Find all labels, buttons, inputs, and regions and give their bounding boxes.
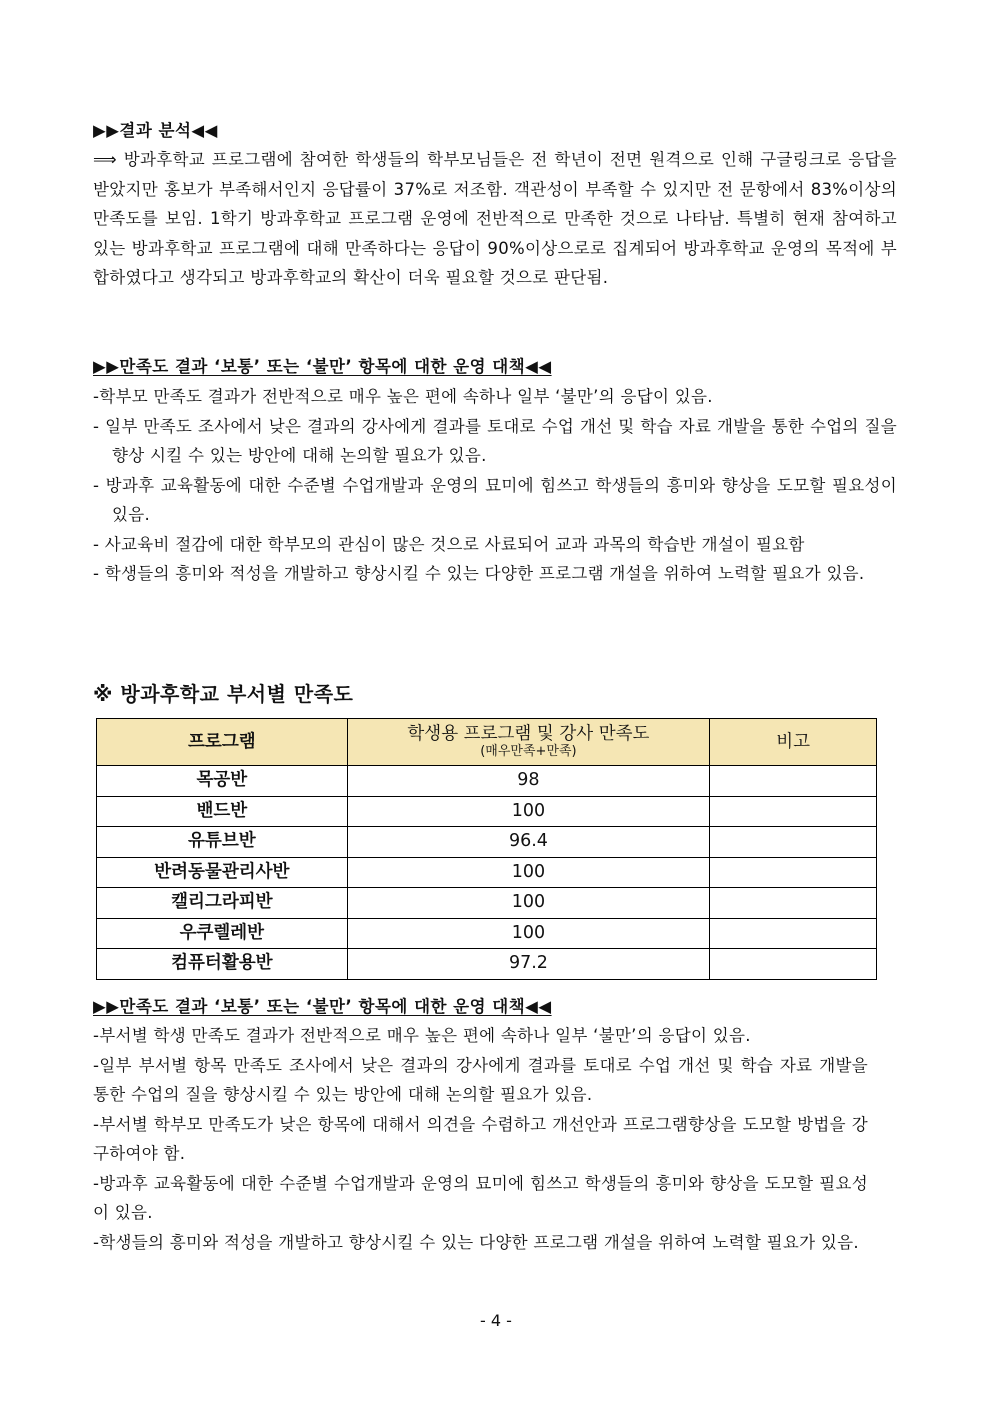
cell-value: 100 xyxy=(347,918,710,949)
header-satisfaction-label: 학생용 프로그램 및 강사 만족도 xyxy=(407,724,650,744)
list-item: - 일부 만족도 조사에서 낮은 결과의 강사에게 결과를 토대로 수업 개선 및 학습 자료 개발을 통한 수업의 질을 향상 시킬 수 있는 방안에 대해 논의할 필요가 있음. xyxy=(93,416,897,465)
cell-program: 캘리그라피반 xyxy=(97,888,348,919)
table-row xyxy=(97,918,877,949)
analysis-heading: ▶▶결과 분석◀◀ xyxy=(93,121,218,140)
list-item: -부서별 학부모 만족도가 낮은 항목에 대해서 의견을 수렴하고 개선안과 프로그램향상을 도모할 방법을 강구하여야 함. xyxy=(93,1114,868,1163)
cell-program: 컴퓨터활용반 xyxy=(97,949,348,980)
cell-value: 100 xyxy=(347,857,710,888)
table-row xyxy=(97,827,877,858)
measures-list-1 xyxy=(93,382,897,589)
list-item: - 사교육비 절감에 대한 학부모의 관심이 많은 것으로 사료되어 교과 과목의 학습반 개설이 필요함 xyxy=(93,534,805,554)
list-item: - 방과후 교육활동에 대한 수준별 수업개발과 운영의 묘미에 힘쓰고 학생들의 흥미와 향상을 도모할 필요성이 있음. xyxy=(93,475,897,524)
table-row xyxy=(97,766,877,797)
list-item: -부서별 학생 만족도 결과가 전반적으로 매우 높은 편에 속하나 일부 ‘불만’의 응답이 있음. xyxy=(93,1026,751,1045)
dept-satisfaction-title: ※ 방과후학교 부서별 만족도 xyxy=(93,682,354,706)
cell-program: 반려동물관리사반 xyxy=(97,857,348,888)
list-item: -방과후 교육활동에 대한 수준별 수업개발과 운영의 묘미에 힘쓰고 학생들의 흥미와 향상을 도모할 필요성이 있음. xyxy=(93,1173,868,1222)
list-item: -학생들의 흥미와 적성을 개발하고 향상시킬 수 있는 다양한 프로그램 개설을 위하여 노력할 필요가 있음. xyxy=(93,1232,859,1252)
cell-program: 유튜브반 xyxy=(97,827,348,858)
cell-program: 밴드반 xyxy=(97,796,348,827)
list-item: -일부 부서별 항목 만족도 조사에서 낮은 결과의 강사에게 결과를 토대로 수업 개선 및 학습 자료 개발을 통한 수업의 질을 향상시킬 수 있는 방안에 대해 논의할 필요가 있음. xyxy=(93,1055,868,1104)
page-number: - 4 - xyxy=(480,1311,512,1330)
cell-program: 우쿠렐레반 xyxy=(97,918,348,949)
cell-remark xyxy=(710,827,877,858)
measures-heading-1: ▶▶만족도 결과 ‘보통’ 또는 ‘불만’ 항목에 대한 운영 대책◀◀ xyxy=(93,357,552,376)
cell-remark xyxy=(710,766,877,797)
table-row xyxy=(97,857,877,888)
cell-value: 100 xyxy=(347,888,710,919)
cell-remark xyxy=(710,888,877,919)
header-remark: 비고 xyxy=(710,719,877,766)
measures-heading-2: ▶▶만족도 결과 ‘보통’ 또는 ‘불만’ 항목에 대한 운영 대책◀◀ xyxy=(93,997,552,1016)
table-header-row xyxy=(97,719,877,766)
cell-remark xyxy=(710,857,877,888)
measures-list-2 xyxy=(93,1021,868,1257)
analysis-paragraph: ⟹ 방과후학교 프로그램에 참여한 학생들의 학부모님들은 전 학년이 전면 원격으로 인해 구글링크로 응답을 받았지만 홍보가 부족해서인지 응답률이 37%로 저조함. 객관성이 부족할 수 있지만 전 문항에서 83%이상의 만족도를 보임. 1학기 방과후학교 프로그램 운영에 전반적으로 만족한 것으로 나타남. 특별히 현재 참여하고 있는 방과후학교 프로그램에 대해 만족하다는 응답이 90%이상으로로 집계되어 방과후학교 운영의 목적에 부합하였다고 생각되고 방과후학교의 확산이 더욱 필요할 것으로 판단됨. xyxy=(93,150,897,287)
list-item: - 학생들의 흥미와 적성을 개발하고 향상시킬 수 있는 다양한 프로그램 개설을 위하여 노력할 필요가 있음. xyxy=(93,564,865,583)
cell-remark xyxy=(710,918,877,949)
header-satisfaction-sub: (매우만족+만족) xyxy=(480,744,577,759)
table-row xyxy=(97,949,877,980)
header-satisfaction xyxy=(347,719,710,766)
list-item: -학부모 만족도 결과가 전반적으로 매우 높은 편에 속하나 일부 ‘불만’의 응답이 있음. xyxy=(93,387,713,406)
dept-satisfaction-table xyxy=(96,718,877,980)
cell-value: 97.2 xyxy=(347,949,710,980)
cell-value: 96.4 xyxy=(347,827,710,858)
cell-value: 98 xyxy=(347,766,710,797)
table-row xyxy=(97,796,877,827)
header-program: 프로그램 xyxy=(97,719,348,766)
cell-program: 목공반 xyxy=(97,766,348,797)
cell-value: 100 xyxy=(347,796,710,827)
cell-remark xyxy=(710,949,877,980)
table-row xyxy=(97,888,877,919)
cell-remark xyxy=(710,796,877,827)
